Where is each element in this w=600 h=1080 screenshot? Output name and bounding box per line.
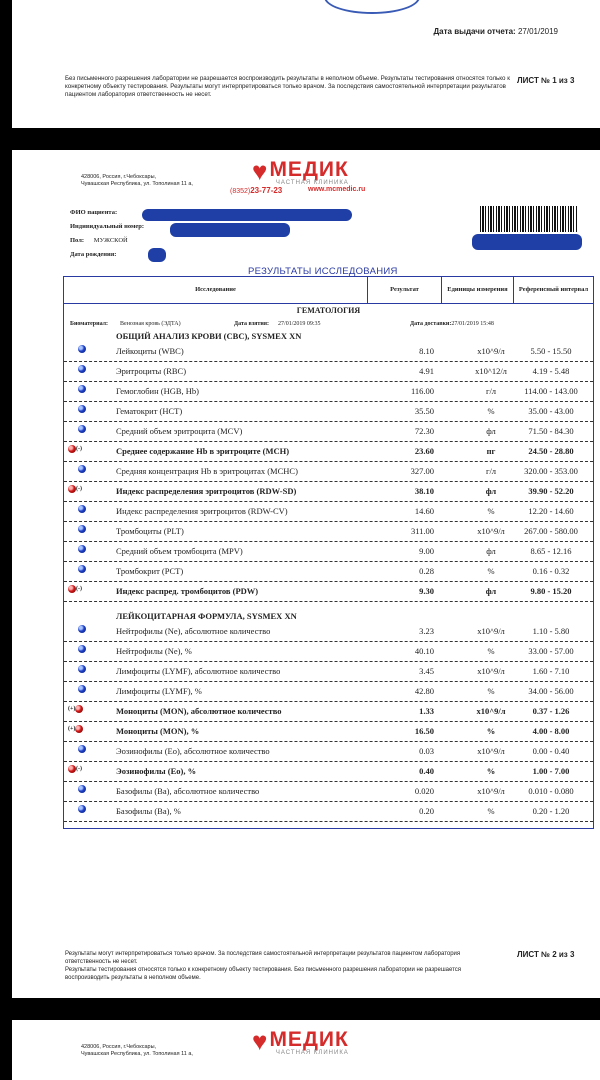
- test-result: 42.80: [414, 686, 434, 696]
- issue-date: Дата выдачи отчета: 27/01/2019: [433, 27, 558, 36]
- normal-indicator-icon: [78, 385, 86, 393]
- test-reference: 4.00 - 8.00: [532, 726, 570, 736]
- table-row: [64, 501, 593, 522]
- col-header-result: Результат: [368, 277, 442, 303]
- group-cbc: ОБЩИЙ АНАЛИЗ КРОВИ (CBC), SYSMEX XN: [116, 331, 302, 341]
- col-header-test: Исследование: [64, 277, 368, 303]
- table-row: [64, 681, 593, 702]
- test-name: Средний объем тромбоцита (MPV): [116, 546, 243, 556]
- results-table: [63, 276, 594, 829]
- test-reference: 1.10 - 5.80: [532, 626, 570, 636]
- normal-indicator-icon: [78, 345, 86, 353]
- test-result: 9.00: [419, 546, 434, 556]
- table-row: [64, 381, 593, 402]
- biomaterial: Биоматериал: Венозная кровь (ЭДТА): [70, 321, 181, 327]
- test-name: Индекс распред. тромбоцитов (PDW): [116, 586, 259, 596]
- redaction-barcode-text: [472, 234, 582, 250]
- test-result: 311.00: [410, 526, 434, 536]
- test-unit: %: [487, 806, 495, 816]
- heart-icon: ♥: [252, 1027, 268, 1056]
- test-unit: x10^9/л: [477, 746, 505, 756]
- test-unit: пг: [486, 446, 496, 456]
- test-result: 327.00: [410, 466, 434, 476]
- test-reference: 12.20 - 14.60: [528, 506, 574, 516]
- test-unit: фл: [485, 586, 497, 596]
- test-reference: 320.00 - 353.00: [524, 466, 578, 476]
- test-name: Нейтрофилы (Ne), абсолютное количество: [116, 626, 271, 636]
- clinic-website: www.mcmedic.ru: [308, 186, 366, 193]
- test-reference: 114.00 - 143.00: [524, 386, 578, 396]
- table-row: [64, 421, 593, 442]
- test-name: Моноциты (MON), абсолютное количество: [116, 706, 282, 716]
- test-result: 0.28: [419, 566, 434, 576]
- test-result: 4.91: [419, 366, 434, 376]
- normal-indicator-icon: [78, 465, 86, 473]
- test-reference: 71.50 - 84.30: [528, 426, 574, 436]
- page1-sheet-number: ЛИСТ № 1 из 3: [517, 76, 575, 85]
- date-taken: Дата взятия: 27/01/2019 09:35: [234, 321, 321, 327]
- low-indicator-icon: (-): [68, 585, 82, 593]
- test-name: Базофилы (Ba), %: [116, 806, 181, 816]
- clinic-logo: ♥ МЕДИК ЧАСТНАЯ КЛИНИКА: [252, 157, 349, 186]
- low-indicator-icon: (-): [68, 765, 82, 773]
- test-result: 23.60: [414, 446, 434, 456]
- test-unit: %: [487, 506, 495, 516]
- normal-indicator-icon: [78, 745, 86, 753]
- page1-disclaimer: Без письменного разрешения лаборатории не разрешается воспроизводить результаты в неполном объеме. Результаты тестирования относятся только к конкретному объекту тестирования. Результаты могут интерпретироваться только врачом. За последствия самостоятельной интерпретации результатов пациентом лаборатория ответственность не несет.: [65, 75, 510, 98]
- test-name: Эозинофилы (Eo), %: [116, 766, 197, 776]
- test-reference: 24.50 - 28.80: [528, 446, 574, 456]
- test-reference: 267.00 - 580.00: [524, 526, 578, 536]
- test-unit: г/л: [485, 466, 497, 476]
- test-unit: x10^9/л: [477, 526, 505, 536]
- test-name: Лейкоциты (WBC): [116, 346, 184, 356]
- test-unit: %: [486, 726, 496, 736]
- results-title: РЕЗУЛЬТАТЫ ИССЛЕДОВАНИЯ: [248, 266, 398, 277]
- test-result: 0.40: [419, 766, 434, 776]
- table-row: [64, 361, 593, 382]
- test-reference: 0.20 - 1.20: [532, 806, 570, 816]
- test-unit: фл: [485, 486, 497, 496]
- test-reference: 39.90 - 52.20: [528, 486, 574, 496]
- table-row: [64, 621, 593, 642]
- test-reference: 4.19 - 5.48: [532, 366, 570, 376]
- test-reference: 8.65 - 12.16: [530, 546, 572, 556]
- test-name: Среднее содержание Hb в эритроците (MCH): [116, 446, 290, 456]
- normal-indicator-icon: [78, 665, 86, 673]
- test-reference: 33.00 - 57.00: [528, 646, 574, 656]
- test-result: 116.00: [410, 386, 434, 396]
- normal-indicator-icon: [78, 685, 86, 693]
- page2-sheet-number: ЛИСТ № 2 из 3: [517, 950, 575, 959]
- test-reference: 0.37 - 1.26: [532, 706, 570, 716]
- test-name: Средний объем эритроцита (MCV): [116, 426, 243, 436]
- test-result: 0.020: [414, 786, 434, 796]
- test-result: 8.10: [419, 346, 434, 356]
- test-name: Гемоглобин (HGB, Hb): [116, 386, 200, 396]
- test-result: 16.50: [414, 726, 434, 736]
- normal-indicator-icon: [78, 505, 86, 513]
- test-unit: x10^9/л: [477, 666, 505, 676]
- test-result: 72.30: [414, 426, 434, 436]
- normal-indicator-icon: [78, 425, 86, 433]
- test-reference: 0.00 - 0.40: [532, 746, 570, 756]
- clinic-address-page3: 428006, Россия, г.Чебоксары, Чувашская Республика, ул. Тополиная 11 а,: [81, 1044, 193, 1057]
- test-name: Лимфоциты (LYMF), абсолютное количество: [116, 666, 281, 676]
- test-unit: x10^9/л: [477, 346, 505, 356]
- high-indicator-icon: (+): [68, 725, 83, 733]
- report-page-3: [12, 1020, 600, 1080]
- normal-indicator-icon: [78, 525, 86, 533]
- normal-indicator-icon: [78, 565, 86, 573]
- test-reference: 5.50 - 15.50: [530, 346, 572, 356]
- test-result: 38.10: [414, 486, 434, 496]
- test-name: Индекс распределения эритроцитов (RDW-SD): [116, 486, 297, 496]
- normal-indicator-icon: [78, 805, 86, 813]
- test-unit: %: [487, 646, 495, 656]
- redaction-id: [170, 223, 290, 237]
- heart-icon: ♥: [252, 157, 268, 186]
- table-row: [64, 781, 593, 802]
- test-name: Средняя концентрация Hb в эритроцитах (MCHC): [116, 466, 298, 476]
- test-unit: x10^9/л: [477, 786, 505, 796]
- test-name: Моноциты (MON), %: [116, 726, 200, 736]
- test-result: 0.03: [419, 746, 434, 756]
- normal-indicator-icon: [78, 365, 86, 373]
- patient-info: ФИО пациента: Индивидуальный номер: Пол: МУЖСКОЙ Дата рождения:: [70, 209, 145, 258]
- test-name: Нейтрофилы (Ne), %: [116, 646, 192, 656]
- test-reference: 9.80 - 15.20: [530, 586, 572, 596]
- test-name: Лимфоциты (LYMF), %: [116, 686, 202, 696]
- test-unit: %: [486, 766, 496, 776]
- test-unit: фл: [486, 426, 496, 436]
- high-indicator-icon: (+): [68, 705, 83, 713]
- table-row: [64, 561, 593, 582]
- test-reference: 0.16 - 0.32: [532, 566, 570, 576]
- table-row: [64, 721, 593, 742]
- table-row: [64, 441, 593, 462]
- normal-indicator-icon: [78, 545, 86, 553]
- test-name: Эозинофилы (Eo), абсолютное количество: [116, 746, 270, 756]
- table-row: [64, 641, 593, 662]
- test-result: 3.45: [419, 666, 434, 676]
- test-name: Тромбоциты (PLT): [116, 526, 184, 536]
- table-row: [64, 461, 593, 482]
- table-row: [64, 521, 593, 542]
- table-row: [64, 661, 593, 682]
- low-indicator-icon: (-): [68, 485, 82, 493]
- table-row: [64, 701, 593, 722]
- low-indicator-icon: (-): [68, 445, 82, 453]
- table-row: [64, 341, 593, 362]
- normal-indicator-icon: [78, 625, 86, 633]
- normal-indicator-icon: [78, 645, 86, 653]
- stamp-seal: [324, 0, 420, 14]
- test-result: 35.50: [414, 406, 434, 416]
- test-name: Эритроциты (RBC): [116, 366, 187, 376]
- test-result: 3.23: [419, 626, 434, 636]
- table-row: [64, 481, 593, 502]
- report-page-1: [12, 0, 600, 128]
- barcode: [480, 206, 578, 232]
- date-delivered: Дата доставки:27/01/2019 15:48: [410, 321, 494, 327]
- test-unit: x10^12/л: [475, 366, 507, 376]
- table-row: [64, 541, 593, 562]
- table-row: [64, 801, 593, 822]
- test-result: 40.10: [414, 646, 434, 656]
- test-reference: 1.60 - 7.10: [532, 666, 570, 676]
- page2-footer: Результаты могут интерпретироваться только врачом. За последствия самостоятельной интерпретации результатов пациентом лаборатория ответственность не несет. Результаты тестирования относятся только к конкретному объекту тестирования. Без письменного разрешения лаборатории не разрешается воспроизводить результаты в неполном объеме.: [65, 951, 462, 981]
- table-row: [64, 581, 593, 602]
- test-reference: 34.00 - 56.00: [528, 686, 574, 696]
- section-hematology: ГЕМАТОЛОГИЯ: [296, 306, 361, 315]
- test-result: 14.60: [414, 506, 434, 516]
- redaction-name: [142, 209, 352, 221]
- test-unit: г/л: [485, 386, 497, 396]
- clinic-logo-page3: ♥ МЕДИК ЧАСТНАЯ КЛИНИКА: [252, 1027, 349, 1056]
- clinic-address: 428006, Россия, г.Чебоксары, Чувашская Республика, ул. Тополиная 11 а,: [81, 174, 193, 187]
- table-row: [64, 761, 593, 782]
- test-unit: %: [487, 566, 495, 576]
- test-unit: x10^9/л: [477, 626, 505, 636]
- col-header-units: Единицы измерения: [442, 277, 514, 303]
- test-unit: %: [487, 406, 495, 416]
- col-header-ref: Референсный интервал: [518, 286, 589, 293]
- clinic-phone: (8352)23-77-23: [230, 186, 283, 195]
- test-unit: фл: [486, 546, 496, 556]
- test-result: 9.30: [419, 586, 434, 596]
- report-page-2: [12, 150, 600, 998]
- test-reference: 35.00 - 43.00: [528, 406, 574, 416]
- test-reference: 0.010 - 0.080: [528, 786, 574, 796]
- redaction-dob: [148, 248, 166, 262]
- test-result: 1.33: [419, 706, 434, 716]
- normal-indicator-icon: [78, 405, 86, 413]
- test-unit: %: [487, 686, 495, 696]
- test-result: 0.20: [419, 806, 434, 816]
- test-name: Тромбокрит (PCT): [116, 566, 184, 576]
- test-name: Гематокрит (НСТ): [116, 406, 183, 416]
- test-reference: 1.00 - 7.00: [532, 766, 570, 776]
- test-unit: x10^9/л: [476, 706, 506, 716]
- table-row: [64, 741, 593, 762]
- normal-indicator-icon: [78, 785, 86, 793]
- test-name: Индекс распределения эритроцитов (RDW-CV): [116, 506, 288, 516]
- group-leukocyte: ЛЕЙКОЦИТАРНАЯ ФОРМУЛА, SYSMEX XN: [116, 611, 297, 621]
- table-row: [64, 401, 593, 422]
- test-name: Базофилы (Ba), абсолютное количество: [116, 786, 260, 796]
